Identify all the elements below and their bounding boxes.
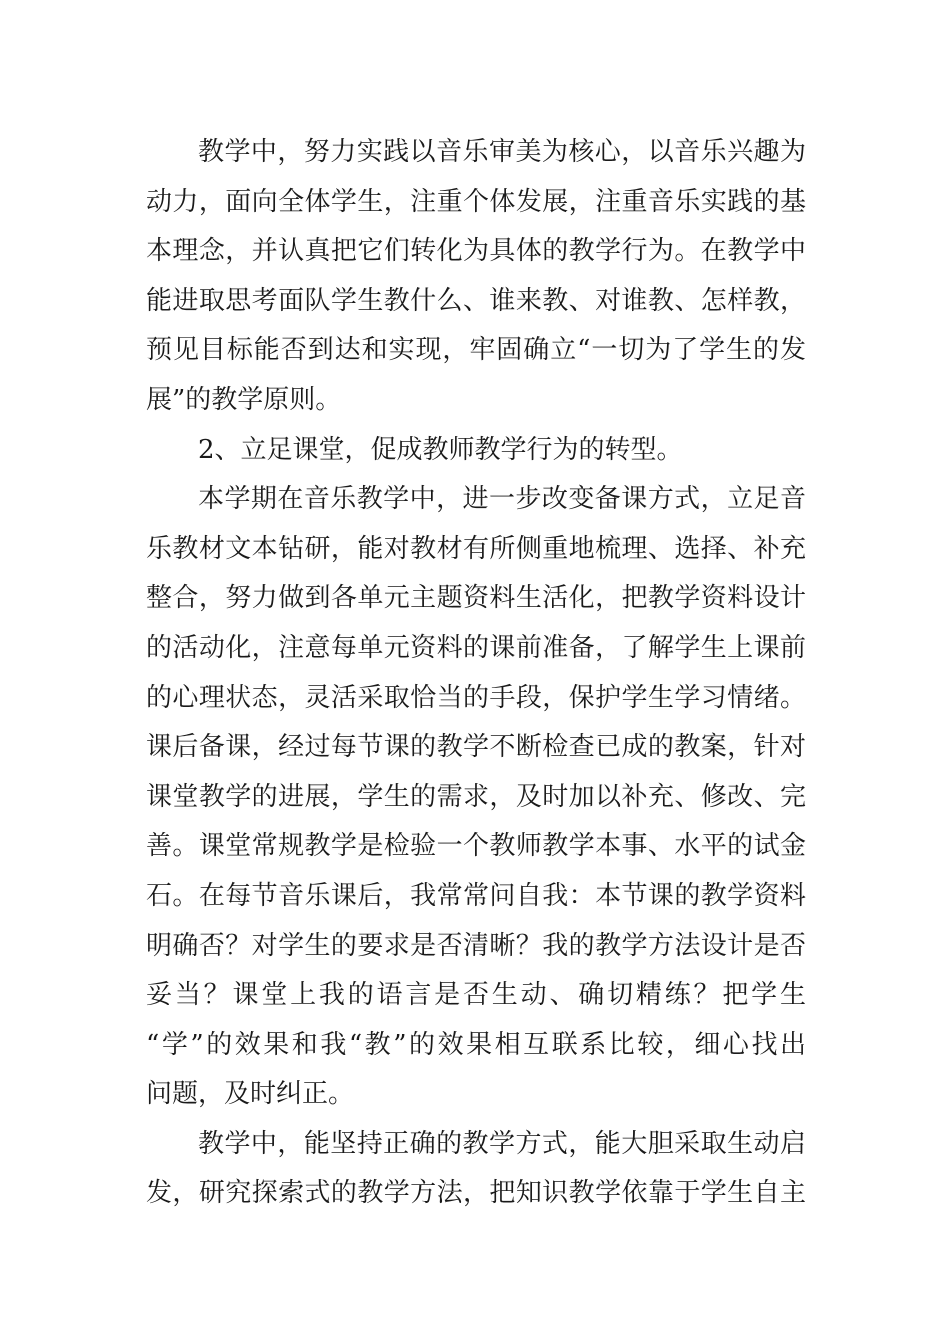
text-line: 明确否？对学生的要求是否清晰？我的教学方法设计是否 [146,930,806,961]
text-line: 预见目标能否到达和实现，牢固确立“一切为了学生的发 [146,335,806,366]
text-line: 发，研究探索式的教学方法，把知识教学依靠于学生自主 [146,1178,806,1209]
text-line: 动力，面向全体学生，注重个体发展，注重音乐实践的基 [146,186,806,217]
text-line: 课堂教学的进展，学生的需求，及时加以补充、修改、完 [146,781,806,812]
text-line: 乐教材文本钻研，能对教材有所侧重地梳理、选择、补充 [146,533,806,564]
text-line: 善。课堂常规教学是检验一个教师教学本事、水平的试金 [146,831,806,862]
text-line: 石。在每节音乐课后，我常常问自我：本节课的教学资料 [146,880,806,911]
body-text [146,128,806,1219]
text-line: 能进取思考面队学生教什么、谁来教、对谁教、怎样教， [146,285,806,316]
text-line: 2、立足课堂，促成教师教学行为的转型。 [198,434,683,465]
text-line: 课后备课，经过每节课的教学不断检查已成的教案，针对 [146,732,806,763]
text-line: 教学中，努力实践以音乐审美为核心，以音乐兴趣为 [198,137,806,167]
text-line: 的活动化，注意每单元资料的课前准备，了解学生上课前 [146,632,806,663]
text-line: 问题，及时纠正。 [146,1079,355,1110]
text-line: 妥当？课堂上我的语言是否生动、确切精练？把学生 [146,980,806,1011]
text-line: 整合，努力做到各单元主题资料生活化，把教学资料设计 [146,583,806,614]
text-line: 本学期在音乐教学中，进一步改变备课方式，立足音 [198,484,806,515]
text-line: 展”的教学原则。 [146,384,342,415]
text-line: 的心理状态，灵活采取恰当的手段，保护学生学习情绪。 [146,682,806,713]
text-line: “学”的效果和我“教”的效果相互联系比较，细心找出 [146,1029,806,1060]
text-line: 本理念，并认真把它们转化为具体的教学行为。在教学中 [146,236,806,267]
text-line: 教学中，能坚持正确的教学方式，能大胆采取生动启 [198,1128,806,1159]
